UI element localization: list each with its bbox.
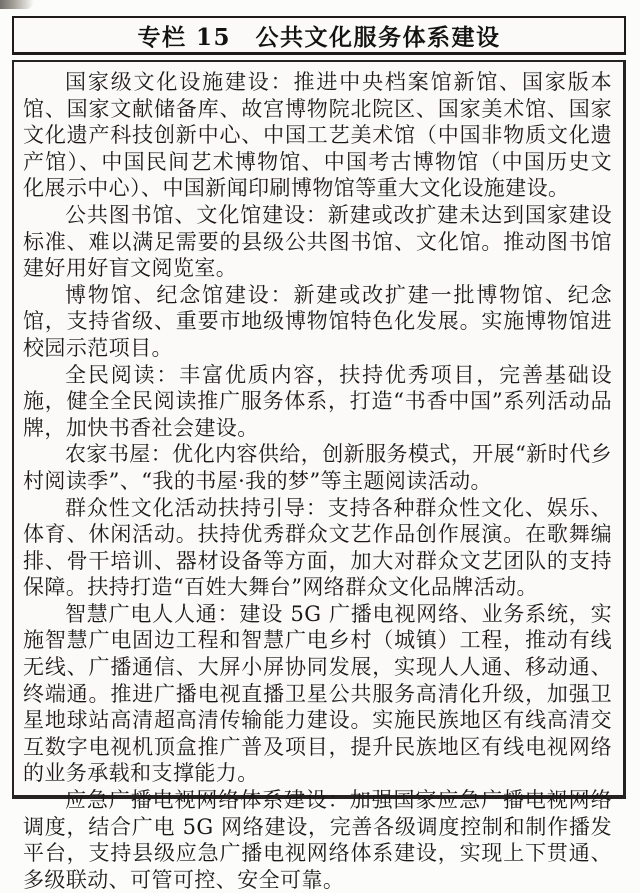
paragraph-rural-book-houses: 农家书屋：优化内容供给，创新服务模式，开展“新时代乡村阅读季”、“我的书屋·我的梦”等主题阅读活动。 xyxy=(23,442,612,493)
scan-artifact-smudge xyxy=(0,0,34,9)
paragraph-museums-memorials: 博物馆、纪念馆建设：新建或改扩建一批博物馆、纪念馆，支持省级、重要市地级博物馆特色化发展。实施博物馆进校园示范项目。 xyxy=(23,282,612,360)
paragraph-nationwide-reading: 全民阅读：丰富优质内容，扶持优秀项目，完善基础设施，健全全民阅读推广服务体系，打造“书香中国”系列活动品牌，加快书香社会建设。 xyxy=(23,362,612,440)
paragraph-public-libraries-cultural-centers: 公共图书馆、文化馆建设：新建或改扩建未达到国家建设标准、难以满足需要的县级公共图书馆、文化馆。推动图书馆建好用好盲文阅览室。 xyxy=(23,202,612,281)
paragraph-mass-cultural-activities: 群众性文化活动扶持引导：支持各种群众性文化、娱乐、体育、休闲活动。扶持优秀群众文艺作品创作展演。在歌舞编排、骨干培训、器材设备等方面，加大对群众文艺团队的支持保障。扶持打造“百姓大舞台”网络群众文化品牌活动。 xyxy=(23,495,612,600)
paragraph-emergency-broadcast-network: 应急广播电视网络体系建设：加强国家应急广播电视网络调度，结合广电 5G 网络建设，完善各级调度控制和制作播发平台，支持县级应急广播电视网络体系建设，实现上下贯通、多级联动、可管可控、安全可靠。 xyxy=(23,788,612,892)
panel-title: 专栏 15 公共文化服务体系建设 xyxy=(137,23,501,51)
panel-body xyxy=(12,60,626,892)
panel-header xyxy=(12,16,626,55)
paragraph-national-cultural-facilities: 国家级文化设施建设：推进中央档案馆新馆、国家版本馆、国家文献储备库、故宫博物院北院区、国家美术馆、国家文化遗产科技创新中心、中国工艺美术馆（中国非物质文化遗产馆）、中国民间艺术博物馆、中国考古博物馆（中国历史文化展示中心）、中国新闻印刷博物馆等重大文化设施建设。 xyxy=(23,70,612,201)
paragraph-smart-broadcasting-access: 智慧广电人人通：建设 5G 广播电视网络、业务系统，实施智慧广电固边工程和智慧广电乡村（城镇）工程，推动有线无线、广播通信、大屏小屏协同发展，实现人人通、移动通、终端通。推进广播电视直播卫星公共服务高清化升级，加强卫星地球站高清超高清传输能力建设。实施民族地区有线高清交互数字电视机顶盒推广普及项目，提升民族地区有线电视网络的业务承载和支撑能力。 xyxy=(23,601,612,786)
